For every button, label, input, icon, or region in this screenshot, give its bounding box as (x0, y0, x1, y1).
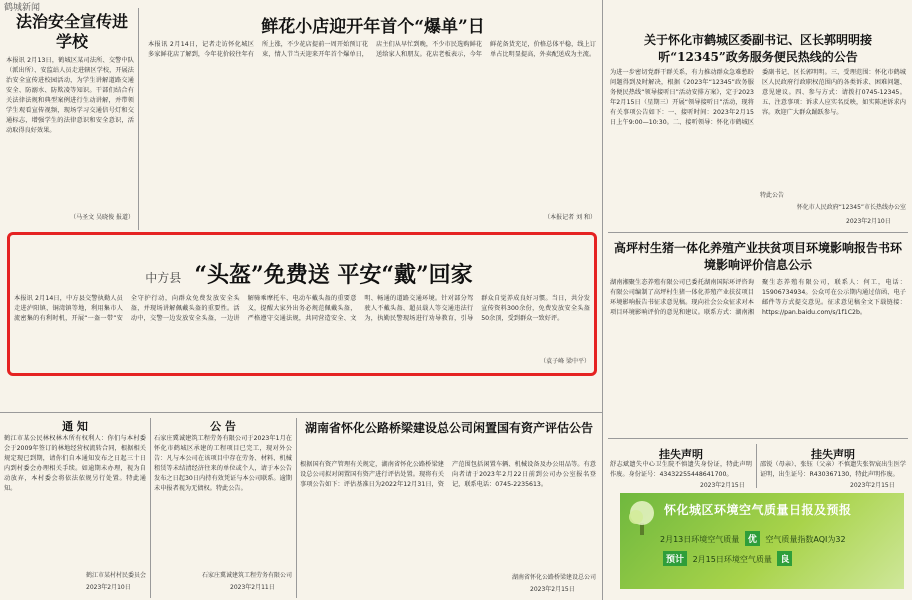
notice-body: 鹤江市某公民林权林木所有权利人：你们与本村委会于2009年签订的林地经营权流转合同，根据相关规定现已到期，请你们自本通知发布之日起三十日内到村委会办理相关手续。如逾期未办理，视为自动放弃，本村委会将依法依规另行处置。特此通知。 (4, 435, 146, 492)
article-byline: （本报记者 刘 和） (544, 214, 596, 221)
column-divider (138, 8, 139, 230)
hotline-title: 关于怀化市鹤城区委副书记、区长郭明明接听“12345”政务服务便民热线的公告 (643, 33, 872, 64)
hotline-body: 为进一步密切党群干群关系，有力推动群众急难愁盼问题得到及时解决，根据《2023年“12345”政务服务便民热线“领导接听日”活动安排方案》，定于2023年2月15日（星期三）开展“领导接听日”活动，现将有关事项公告如下：一、接听时间：2023年2月15日上午9:00—10:30。二、接听领导：怀化市鹤城区委副书记、区长郭明明。三、受理范围：怀化市鹤城区人民政府行政职权范围内的各类诉求、困难问题、意见建议。四、参与方式：请拨打0745-12345。五、注意事项：诉求人应实名反映，如实陈述诉求内容。欢迎广大群众踊跃参与。 (610, 69, 906, 126)
article-byline: （袁子峰 梁中平） (540, 358, 590, 365)
column-divider (296, 418, 297, 598)
row-divider (608, 232, 908, 233)
article-title-row (14, 258, 604, 288)
forecast-date: 2月15日环境空气质量 (692, 555, 772, 564)
article-title: 鲜花小店迎开年首个“爆单”日 (261, 17, 485, 37)
notice-date: 2023年2月10日 (86, 584, 131, 591)
hotline-closing: 特此公告 (760, 192, 785, 199)
pig-farm-body: 湖南湘聚生态养殖有限公司已委托湖南国际环评咨询有限公司编制了高坪村生猪一体化养殖产业扶贫项目环境影响报告书征求意见稿。现向社会公众征求对本项目环境影响评价的意见和建议。联系方式：湖南湘聚生态养殖有限公司，联系人：何工，电话：15906734934。公众可在公示期内通过信函、电子邮件等方式提交意见。征求意见稿全文下载链接：https://pan.baidu.com/s/1f1C2b。 (610, 279, 906, 316)
lost-date: 2023年2月15日 (850, 482, 895, 489)
announcement-signer: 石家庄冀诚建筑工程劳务有限公司 (201, 572, 292, 579)
hotline-signer: 怀化市人民政府“12345”市长热线办公室 (796, 204, 906, 211)
bridge-body: 根据国有资产管理有关规定，湖南省怀化公路桥梁建设总公司拟对闲置国有资产进行评估处置。现将有关事项公告如下：评估基准日为2022年12月31日，资产范围包括闲置车辆、机械设备及办公用品等。有意向者请于2023年2月22日前到公司办公室报名登记，联系电话：0745-2235613。 (300, 461, 596, 488)
lost-title: 挂失声明 (659, 448, 703, 461)
article-body: 本报讯 2月13日，鹤城区某司法所、交警中队（派出所）、安监站人员走进辖区学校，开展法治安全宣传进校园活动，为学生讲解道路交通安全、防溺水、防欺凌等知识。干部们结合有关法律法规和典型案例进行生动讲解，并带领学生观看宣传视频，现场学习交通信号灯和交通标志，增强学生的法律意识和安全意识，活动取得良好效果。 (6, 57, 134, 134)
column-divider (150, 418, 151, 598)
today-grade-badge: 优 (745, 531, 760, 546)
article-body: 本报讯 2月14日，中方县交警执勤人员走进泸阳镇、铜湾镇等地，利用集市人流密集的有利时机，开展“一盔一带”安全守护行动，向群众免费发放安全头盔，并现场讲解佩戴头盔的重要性。活动中，交警一边发放安全头盔，一边讲解骑乘摩托车、电动车戴头盔的重要意义，提醒大家外出务必规范佩戴头盔，严格遵守交通法规，共同营造安全、文明、畅通的道路交通环境。针对部分驾驶人不戴头盔、超员载人等交通违法行为，执勤民警现场进行劝导教育，引导群众自觉养成良好习惯。当日，共分发宣传资料300余份，免费发放安全头盔50余顶，受到群众一致好评。 (14, 295, 590, 322)
county-label: 中方县 (145, 271, 182, 285)
lost-body: 舒志斌遗失中心卫生院不慎遗失身份证，特此声明作废。身份证号：43432255448641700。 (610, 461, 752, 478)
column-divider (756, 444, 757, 488)
hotline-date: 2023年2月10日 (846, 218, 891, 225)
article-byline: （马圣文 吴晓俊 报道） (70, 214, 134, 221)
lost-title: 挂失声明 (811, 448, 855, 461)
bridge-title: 湖南省怀化公路桥梁建设总公司闲置国有资产评估公告 (304, 421, 593, 435)
masthead: 鹤城新闻 (4, 3, 41, 13)
bridge-date: 2023年2月15日 (530, 586, 575, 593)
column-divider (602, 0, 603, 600)
air-quality-panel (620, 493, 904, 589)
forecast-grade-badge: 良 (777, 551, 792, 566)
row-divider (0, 412, 602, 413)
article-title: 法治安全宣传进学校 (15, 12, 128, 51)
notice-signer: 鹤江市某村村民委员会 (85, 572, 146, 579)
lost-body: 邵锐（母亲）、张钰（父亲）不慎遗失张智宸出生医学证明，出生证号：R430367130，特此声明作废。 (760, 461, 906, 478)
forecast-label: 预计 (663, 551, 687, 566)
bridge-signer: 湖南省怀化公路桥梁建设总公司 (511, 574, 596, 581)
today-index: 空气质量指数AQI为32 (765, 535, 846, 544)
tree-icon (626, 497, 658, 537)
air-quality-forecast (660, 551, 795, 566)
row-divider (608, 438, 908, 439)
article-title: “头盔”免费送 平安“戴”回家 (194, 262, 473, 288)
announcement-date: 2023年2月11日 (230, 584, 275, 591)
lost-date: 2023年2月15日 (700, 482, 745, 489)
announcement-body: 石家庄冀诚建筑工程劳务有限公司于2023年1月在怀化市鹤城区承建的工程项目已完工，现对外公告：凡与本公司在该项目中存在劳务、材料、机械租赁等未结清经济往来的单位或个人，请于本公告发布之日起30日内持有效凭证与本公司联系。逾期未申报者视为无债权。特此公告。 (154, 435, 292, 492)
pig-farm-title: 高坪村生猪一体化养殖产业扶贫项目环境影响报告书环境影响评价信息公示 (613, 241, 902, 272)
air-quality-title: 怀化城区环境空气质量日报及预报 (664, 503, 852, 517)
air-quality-today (660, 531, 846, 546)
notice-title: 通 知 (62, 420, 88, 433)
announcement-title: 公 告 (210, 420, 236, 433)
article-body: 本报讯 2月14日，记者走访怀化城区多家鲜花店了解到，今年花价较往年有所上涨，不少花店提前一周开始预订花束，情人节当天迎来开年首个爆单日，店主们从早忙到晚，不少市民选购鲜花送给家人和朋友。花店老板表示，今年鲜花备货充足，价格总体平稳，线上订单占比明显提高，外卖配送成为主流。 (148, 41, 596, 58)
today-date: 2月13日环境空气质量 (660, 535, 740, 544)
